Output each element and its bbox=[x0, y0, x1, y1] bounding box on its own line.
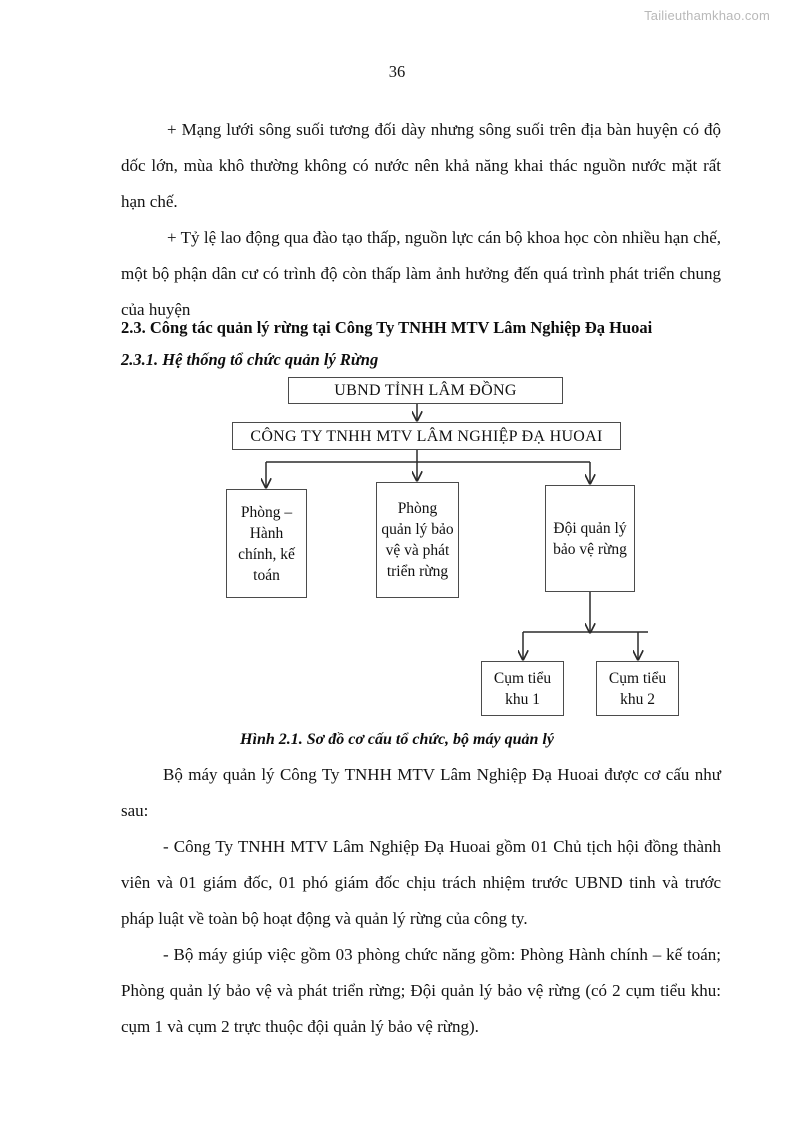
org-box-admin-accounting: Phòng – Hành chính, kế toán bbox=[226, 489, 307, 598]
org-box-cluster-1: Cụm tiểu khu 1 bbox=[481, 661, 564, 716]
org-box-cluster-2: Cụm tiểu khu 2 bbox=[596, 661, 679, 716]
section-heading: 2.3. Công tác quản lý rừng tại Công Ty TNHH MTV Lâm Nghiệp Đạ Huoai bbox=[121, 318, 653, 337]
paragraph-1: + Mạng lưới sông suối tương đối dày nhưng sông suối trên địa bàn huyện có độ dốc lớn, mùa khô thường không có nước nên khả năng khai thác nguồn nước mặt rất hạn chế. bbox=[121, 120, 721, 211]
body-text-upper bbox=[121, 112, 721, 328]
paragraph-2: + Tỷ lệ lao động qua đào tạo thấp, nguồn lực cán bộ khoa học còn nhiều hạn chế, một bộ phận dân cư có trình độ còn thấp làm ảnh hưởng đến quá trình phát triển chung của huyện bbox=[121, 228, 721, 319]
org-box-forest-protection: Phòng quản lý bảo vệ và phát triển rừng bbox=[376, 482, 459, 598]
watermark-text: Tailieuthamkhao.com bbox=[644, 8, 770, 23]
paragraph-4: - Công Ty TNHH MTV Lâm Nghiệp Đạ Huoai gồm 01 Chủ tịch hội đồng thành viên và 01 giám đốc, 01 phó giám đốc chịu trách nhiệm trước UBND tinh và trước pháp luật về toàn bộ hoạt động và quản lý rừng của công ty. bbox=[121, 837, 721, 928]
connector-company-to-bus bbox=[266, 450, 590, 462]
paragraph-5: - Bộ máy giúp việc gồm 03 phòng chức năng gồm: Phòng Hành chính – kế toán; Phòng quản lý bảo vệ và phát triển rừng; Đội quản lý bảo vệ rừng (có 2 cụm tiểu khu: cụm 1 và cụm 2 trực thuộc đội quản lý bảo vệ rừng). bbox=[121, 945, 721, 1036]
paragraph-3: Bộ máy quản lý Công Ty TNHH MTV Lâm Nghiệp Đạ Huoai được cơ cấu như sau: bbox=[121, 765, 721, 820]
figure-caption: Hình 2.1. Sơ đồ cơ cấu tổ chức, bộ máy quản lý bbox=[240, 731, 554, 748]
org-box-company: CÔNG TY TNHH MTV LÂM NGHIỆP ĐẠ HUOAI bbox=[232, 422, 621, 450]
headings-block bbox=[121, 312, 721, 376]
org-box-ubnd: UBND TỈNH LÂM ĐỒNG bbox=[288, 377, 563, 404]
org-box-protection-team: Đội quản lý bảo vệ rừng bbox=[545, 485, 635, 592]
page-number: 36 bbox=[388, 62, 406, 81]
body-text-lower bbox=[121, 757, 721, 1045]
connector-team-to-cluster-bus bbox=[523, 592, 648, 632]
subsection-heading: 2.3.1. Hệ thống tổ chức quản lý Rừng bbox=[121, 350, 379, 369]
connector-bus-to-clusters bbox=[523, 632, 638, 659]
